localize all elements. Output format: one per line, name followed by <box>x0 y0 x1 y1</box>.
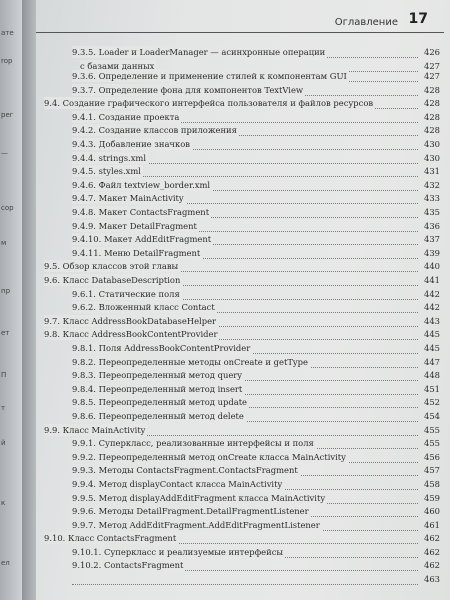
toc-entry-title: 9.4.2. Создание классов приложения <box>72 125 237 136</box>
toc-entry-page: 442 <box>424 288 440 299</box>
page-number: 17 <box>408 11 428 27</box>
toc-entry-page: 427 <box>424 71 440 82</box>
toc-entry-title: 9.9.4. Метод displayContact класса MainActivity <box>72 478 283 489</box>
toc-entry-title: 9.9.1. Суперкласс, реализованные интерфейсы и поля <box>72 438 314 449</box>
toc-entry-page: 441 <box>424 275 440 285</box>
toc-entry-title: 9.4.3. Добавление значков <box>72 139 190 150</box>
header-title: Оглавление <box>334 17 398 28</box>
toc-entry-page: 428 <box>424 111 440 122</box>
toc-entry[interactable] <box>36 301 450 315</box>
previous-page-fragment: сор <box>1 204 14 212</box>
toc-entry[interactable] <box>36 220 450 234</box>
toc-entry[interactable] <box>36 206 450 220</box>
toc-entry[interactable] <box>36 60 450 71</box>
toc-entry-page: 445 <box>424 329 440 340</box>
previous-page-fragment: к <box>1 499 6 507</box>
toc-entry-page: 455 <box>424 438 440 449</box>
toc-entry-title: 9.8.2. Переопределенные методы onCreate и getType <box>72 356 308 367</box>
toc-entry-page: 428 <box>424 98 440 109</box>
toc-entry-page: 445 <box>424 342 440 353</box>
previous-page-fragment: — <box>1 149 8 157</box>
toc-entry[interactable] <box>36 97 450 111</box>
toc-entry-page: 462 <box>424 546 440 557</box>
toc-entry-page: 456 <box>424 451 440 462</box>
toc-entry-title: 9.8.5. Переопределенный метод update <box>72 397 248 408</box>
toc-entry-title: 9.10.2. ContactsFragment <box>72 560 184 571</box>
toc-entry-page: 433 <box>424 193 440 204</box>
book-gutter <box>22 0 36 600</box>
toc-entry-page: 436 <box>424 220 440 231</box>
toc-entry[interactable] <box>36 260 450 274</box>
toc-entry-title: 9.4.7. Макет MainActivity <box>72 193 184 204</box>
toc-entry-page: 447 <box>424 356 440 367</box>
toc-entry-title: 9.4.4. strings.xml <box>72 152 147 163</box>
previous-page-fragment: ел <box>1 559 10 567</box>
toc-entry[interactable] <box>36 396 450 410</box>
previous-page-fragment: пр <box>1 287 11 295</box>
running-header <box>36 8 450 32</box>
toc-entry[interactable] <box>36 383 450 397</box>
previous-page-fragment: т <box>1 404 6 412</box>
toc-entry-page: 462 <box>424 533 440 544</box>
previous-page-fragment: rop <box>1 57 13 65</box>
toc-entry-title: 9.9.3. Методы ContactsFragment.ContactsFragment <box>72 465 298 476</box>
toc-entry-page: 457 <box>424 465 440 476</box>
toc-entry-page: 442 <box>424 302 440 313</box>
toc-entry[interactable] <box>36 274 450 288</box>
toc-entry[interactable] <box>36 46 450 60</box>
toc-entry[interactable] <box>36 152 450 166</box>
toc-entry-title: 9.4.6. Файл textview_border.xml <box>72 179 211 190</box>
toc-entry-title: 9.9.5. Метод displayAddEditFragment класса MainActivity <box>72 492 326 503</box>
toc-entry-page: 435 <box>424 207 440 218</box>
toc-entry-title: 9.9. Класс MainActivity <box>44 424 146 435</box>
previous-page-fragment: й <box>1 439 6 447</box>
toc-entry-title: 9.3.5. Loader и LoaderManager — асинхронные операции <box>72 47 326 57</box>
toc-entry-title: 9.4.9. Макет DetailFragment <box>72 220 197 231</box>
toc-entry[interactable] <box>36 492 450 506</box>
previous-page-fragment: м <box>1 239 7 247</box>
toc-entry-page: 458 <box>424 478 440 489</box>
toc-entry-page: 428 <box>424 84 440 95</box>
toc-entry[interactable] <box>36 342 450 356</box>
toc-entry-title: 9.4.8. Макет ContactsFragment <box>72 207 210 218</box>
toc-entry[interactable] <box>36 519 450 533</box>
toc-entry[interactable] <box>36 369 450 383</box>
toc-entry-title: 9.8.3. Переопределенный метод query <box>72 370 243 381</box>
toc-entry[interactable] <box>36 192 450 206</box>
toc-entry[interactable] <box>36 247 450 261</box>
toc-entry[interactable] <box>36 546 450 560</box>
previous-page-edge <box>0 0 22 600</box>
toc-entry-page: 427 <box>424 60 440 71</box>
toc-entry-title: 9.5. Обзор классов этой главы <box>44 261 179 272</box>
toc-entry[interactable] <box>36 288 450 302</box>
toc-entry-page: 437 <box>424 234 440 245</box>
toc-entry[interactable] <box>36 532 450 546</box>
toc-entry-title: 9.8.6. Переопределенный метод delete <box>72 410 244 421</box>
toc-entry-page: 432 <box>424 179 440 190</box>
toc-entry-title: 9.6. Класс DatabaseDescription <box>44 275 181 285</box>
toc-entry[interactable] <box>36 356 450 370</box>
table-of-contents <box>36 46 450 587</box>
header-rule <box>36 32 444 33</box>
toc-entry-title: 9.3.6. Определение и применение стилей к компонентам GUI <box>72 71 347 82</box>
toc-entry[interactable] <box>36 179 450 193</box>
toc-entry-page: 443 <box>424 315 440 326</box>
toc-entry-title: 9.4.10. Макет AddEditFragment <box>72 234 212 245</box>
toc-entry[interactable] <box>36 328 450 342</box>
toc-entry-page: 439 <box>424 247 440 258</box>
toc-entry[interactable] <box>36 437 450 451</box>
toc-entry[interactable] <box>36 84 450 98</box>
toc-entry-page: 461 <box>424 519 440 530</box>
toc-entry[interactable] <box>36 111 450 125</box>
toc-entry-title: 9.9.2. Переопределенный метод onCreate класса MainActivity <box>72 451 346 462</box>
toc-entry-title: 9.8. Класс AddressBookContentProvider <box>44 329 218 340</box>
toc-entry-title: 9.4.1. Создание проекта <box>72 111 180 122</box>
toc-entry-page: 440 <box>424 261 440 272</box>
previous-page-fragment: рег <box>1 111 14 119</box>
dot-leader <box>72 573 418 585</box>
toc-entry-page: 451 <box>424 383 440 394</box>
toc-entry-page: 455 <box>424 424 440 435</box>
toc-entry-title: 9.10. Класс ContactsFragment <box>44 533 177 544</box>
toc-entry-page: 452 <box>424 397 440 408</box>
toc-entry-title: 9.7. Класс AddressBookDatabaseHelper <box>44 315 217 326</box>
toc-entry[interactable] <box>36 124 450 138</box>
toc-entry-page: 460 <box>424 506 440 517</box>
toc-entry-page: 430 <box>424 152 440 163</box>
toc-entry-title: 9.10.1. Суперкласс и реализуемые интерфейсы <box>72 546 284 557</box>
toc-entry-title: 9.3.7. Определение фона для компонентов TextView <box>72 84 304 95</box>
toc-entry-title: 9.9.6. Методы DetailFragment.DetailFragmentListener <box>72 506 309 517</box>
previous-page-fragment: ет <box>1 329 10 337</box>
toc-entry[interactable] <box>36 315 450 329</box>
toc-entry-title: 9.8.1. Поля AddressBookContentProvider <box>72 342 251 353</box>
toc-entry-title: 9.6.2. Вложенный класс Contact <box>72 302 215 313</box>
toc-entry[interactable] <box>36 559 450 573</box>
toc-entry[interactable] <box>36 505 450 519</box>
toc-entry-title: 9.4.11. Меню DetailFragment <box>72 247 201 258</box>
toc-entry-page: 462 <box>424 560 440 571</box>
toc-entry[interactable] <box>36 410 450 424</box>
toc-entry[interactable] <box>36 424 450 438</box>
toc-entry-title: 9.4. Создание графического интерфейса пользователя и файлов ресурсов <box>44 98 374 109</box>
toc-entry-title: 9.8.4. Переопределенный метод insert <box>72 383 243 394</box>
toc-entry[interactable] <box>36 233 450 247</box>
previous-page-fragment: П <box>1 371 7 379</box>
toc-entry[interactable] <box>36 70 450 84</box>
toc-entry-page: 459 <box>424 492 440 503</box>
toc-entry[interactable] <box>36 165 450 179</box>
toc-entry-title: с базами данных <box>80 60 155 71</box>
book-page <box>36 0 450 600</box>
toc-entry-page: 431 <box>424 166 440 177</box>
toc-entry-page: 428 <box>424 125 440 136</box>
toc-entry-page: 463 <box>424 574 440 585</box>
toc-entry-title: 9.9.7. Метод AddEditFragment.AddEditFragmentListener <box>72 519 320 530</box>
toc-entry-page: 448 <box>424 370 440 381</box>
toc-entry-title: 9.4.5. styles.xml <box>72 166 141 177</box>
toc-entry[interactable] <box>36 451 450 465</box>
toc-entry-page: 426 <box>424 47 440 57</box>
toc-entry[interactable] <box>36 464 450 478</box>
toc-entry[interactable] <box>36 138 450 152</box>
previous-page-fragment: ате <box>1 29 14 37</box>
toc-entry-page: 430 <box>424 139 440 150</box>
toc-entry-page: 454 <box>424 410 440 421</box>
toc-entry[interactable] <box>36 478 450 492</box>
toc-entry-title: 9.6.1. Статические поля <box>72 288 180 299</box>
toc-entry[interactable] <box>36 573 450 587</box>
